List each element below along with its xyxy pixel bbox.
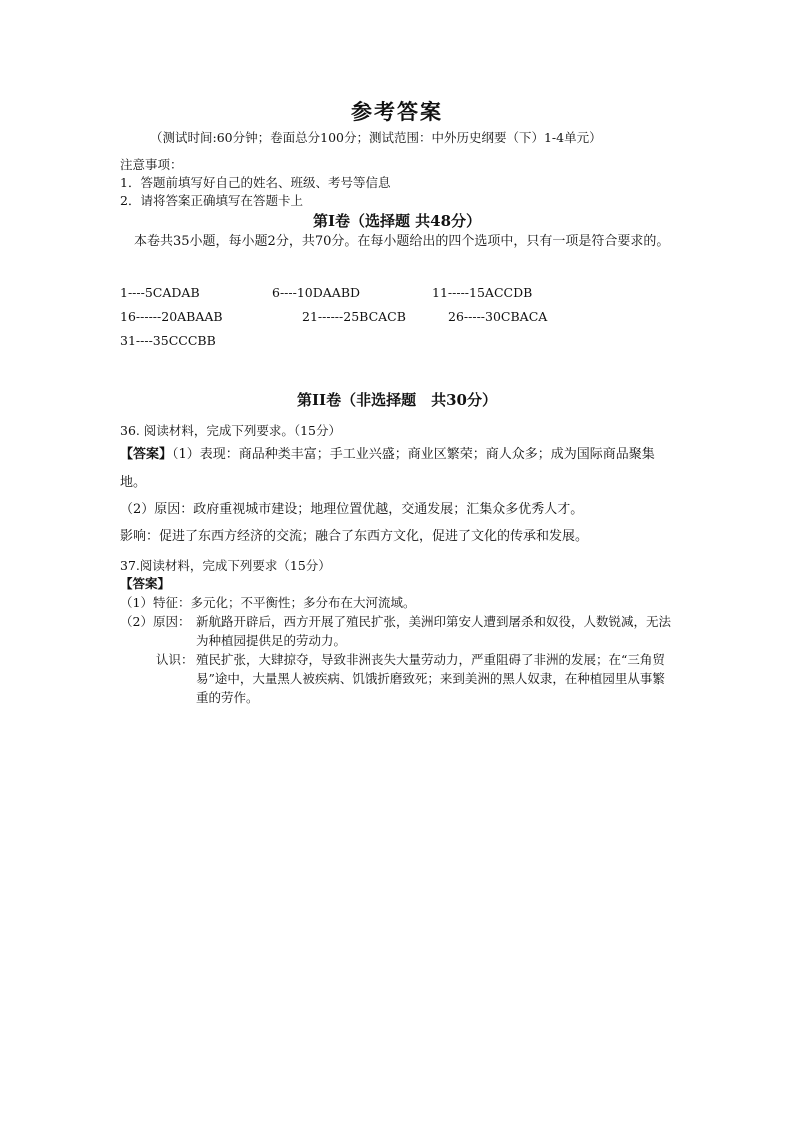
answer-group: 26-----30CBACA bbox=[448, 309, 548, 324]
part1-intro: 本卷共35小题，每小题2分，共70分。在每小题给出的四个选项中，只有一项是符合要求的。 bbox=[134, 234, 670, 249]
document-title: 参考答案 bbox=[351, 99, 443, 124]
question-37-answer-3-text: 殖民扩张，大肆掠夺，导致非洲丧失大量劳动力，严重阻碍了非洲的发展；在“三角贸易”途中，大量黑人被疾病、饥饿折磨致死；来到美洲的黑人奴隶，在种植园里从事繁重的劳作。 bbox=[196, 652, 665, 705]
question-37-answer-1: （1）特征：多元化；不平衡性；多分布在大河流域。 bbox=[120, 595, 416, 610]
question-37-prompt: 37.阅读材料，完成下列要求（15分） bbox=[120, 558, 331, 573]
notice-item-1: 1．答题前填写好自己的姓名、班级、考号等信息 bbox=[120, 175, 391, 190]
answer-tag: 【答案】 bbox=[120, 447, 173, 462]
answer-group: 16------20ABAAB bbox=[120, 309, 223, 324]
answer-group: 6----10DAABD bbox=[272, 285, 361, 300]
part1-heading: 第I卷（选择题 共48分） bbox=[312, 212, 482, 230]
part2-heading: 第II卷（非选择题 共30分） bbox=[297, 391, 497, 409]
notice-heading: 注意事项： bbox=[120, 157, 183, 172]
answer-text: （1）表现：商品种类丰富；手工业兴盛；商业区繁荣；商人众多；成为国际商品聚集地。 bbox=[120, 447, 655, 490]
test-info: （测试时间:60分钟；卷面总分100分；测试范围：中外历史纲要（下）1-4单元） bbox=[150, 130, 602, 145]
answer-group: 1----5CADAB bbox=[120, 285, 200, 300]
question-36-answer-3: 影响：促进了东西方经济的交流；融合了东西方文化，促进了文化的传承和发展。 bbox=[120, 529, 589, 544]
question-36-answer-2: （2）原因：政府重视城市建设；地理位置优越，交通发展；汇集众多优秀人才。 bbox=[120, 502, 584, 517]
question-37-answer-tag: 【答案】 bbox=[120, 576, 171, 591]
answer-group: 31----35CCCBB bbox=[120, 333, 216, 348]
question-37-answer-2-label: （2）原因： bbox=[120, 614, 191, 629]
question-37-answer-2-text: 新航路开辟后，西方开展了殖民扩张，美洲印第安人遭到屠杀和奴役，人数锐减，无法为种植园提供足的劳动力。 bbox=[196, 614, 672, 648]
notice-item-2: 2．请将答案正确填写在答题卡上 bbox=[120, 193, 303, 208]
answer-group: 11-----15ACCDB bbox=[432, 285, 533, 300]
question-36-answer-1 bbox=[120, 441, 680, 497]
question-37-answer-3-label: 认识： bbox=[156, 652, 194, 667]
question-36-prompt: 36. 阅读材料，完成下列要求。（15分） bbox=[120, 423, 342, 438]
answer-group: 21------25BCACB bbox=[302, 309, 406, 324]
